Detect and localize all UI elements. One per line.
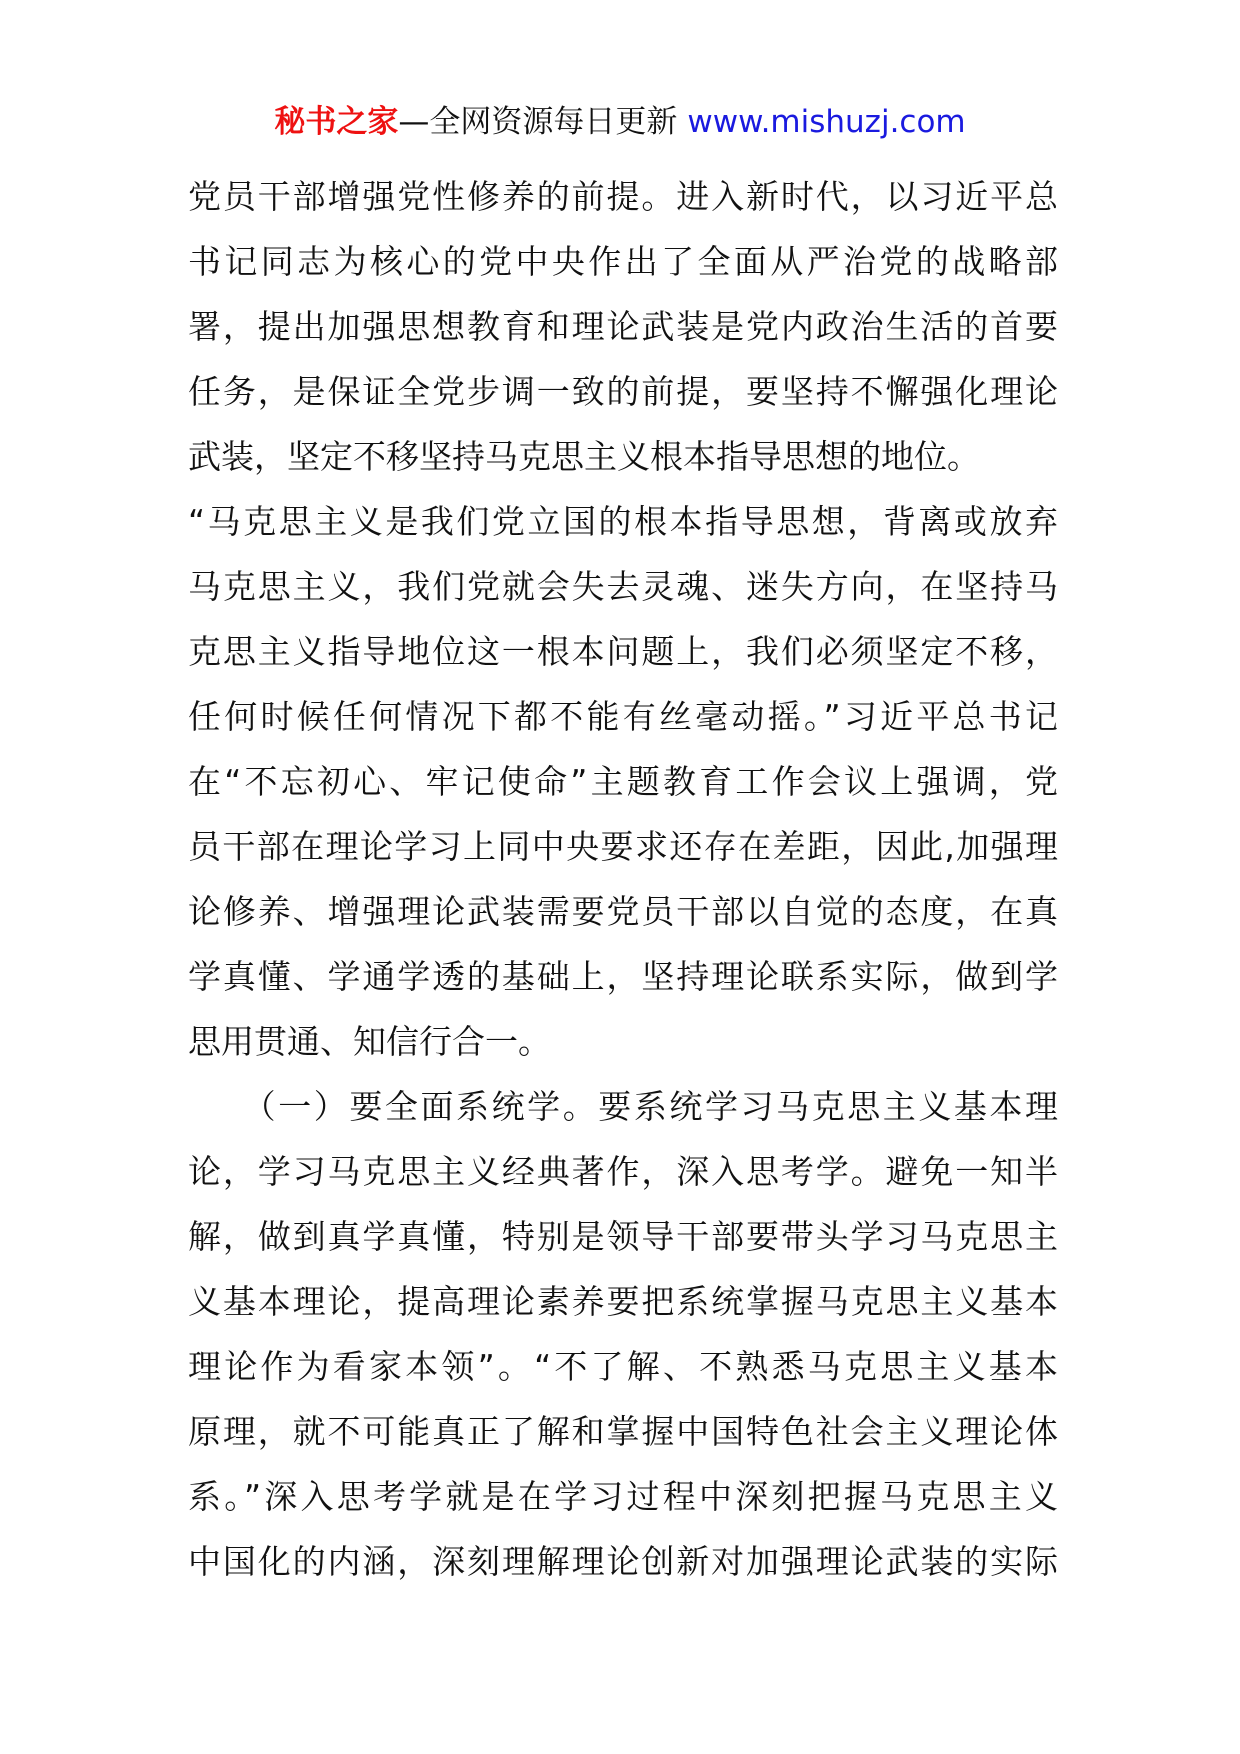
site-link[interactable]: www.mishuzj.com — [687, 104, 966, 140]
text-line: 克思主义指导地位这一根本问题上，我们必须坚定不移， — [188, 632, 1058, 671]
text-line: 论修养、增强理论武装需要党员干部以自觉的态度，在真 — [188, 892, 1058, 931]
text-line: 论，学习马克思主义经典著作，深入思考学。避免一知半 — [188, 1152, 1058, 1191]
text-line: “马克思主义是我们党立国的根本指导思想，背离或放弃 — [188, 502, 1058, 541]
text-line: 马克思主义，我们党就会失去灵魂、迷失方向，在坚持马 — [188, 567, 1058, 606]
text-line: 系。”深入思考学就是在学习过程中深刻把握马克思主义 — [188, 1477, 1058, 1516]
brand-name: 秘书之家 — [274, 104, 399, 140]
text-line: 武装，坚定不移坚持马克思主义根本指导思想的地位。 — [188, 437, 980, 476]
text-line: 理论作为看家本领”。“不了解、不熟悉马克思主义基本 — [188, 1347, 1058, 1386]
text-line: 任何时候任何情况下都不能有丝毫动摇。”习近平总书记 — [188, 697, 1058, 736]
text-line: 任务，是保证全党步调一致的前提，要坚持不懈强化理论 — [188, 372, 1058, 411]
text-line: 在“不忘初心、牢记使命”主题教育工作会议上强调，党 — [188, 762, 1058, 801]
text-line: 思用贯通、知信行合一。 — [188, 1022, 551, 1061]
text-line: 原理，就不可能真正了解和掌握中国特色社会主义理论体 — [188, 1412, 1058, 1451]
text-line: 员干部在理论学习上同中央要求还存在差距，因此,加强理 — [188, 827, 1058, 866]
document-body — [188, 164, 1058, 1594]
text-line: 书记同志为核心的党中央作出了全面从严治党的战略部 — [188, 242, 1058, 281]
text-line: 义基本理论，提高理论素养要把系统掌握马克思主义基本 — [188, 1282, 1058, 1321]
text-line: 学真懂、学通学透的基础上，坚持理论联系实际，做到学 — [188, 957, 1058, 996]
text-line: 解，做到真学真懂，特别是领导干部要带头学习马克思主 — [188, 1217, 1058, 1256]
text-line: 中国化的内涵，深刻理解理论创新对加强理论武装的实际 — [188, 1542, 1058, 1581]
text-line: （一）要全面系统学。要系统学习马克思主义基本理 — [188, 1087, 1058, 1126]
text-line: 署，提出加强思想教育和理论武装是党内政治生活的首要 — [188, 307, 1058, 346]
text-line: 党员干部增强党性修养的前提。进入新时代，以习近平总 — [188, 177, 1058, 216]
page-header — [0, 100, 1240, 144]
header-slogan: —全网资源每日更新 — [398, 104, 678, 140]
